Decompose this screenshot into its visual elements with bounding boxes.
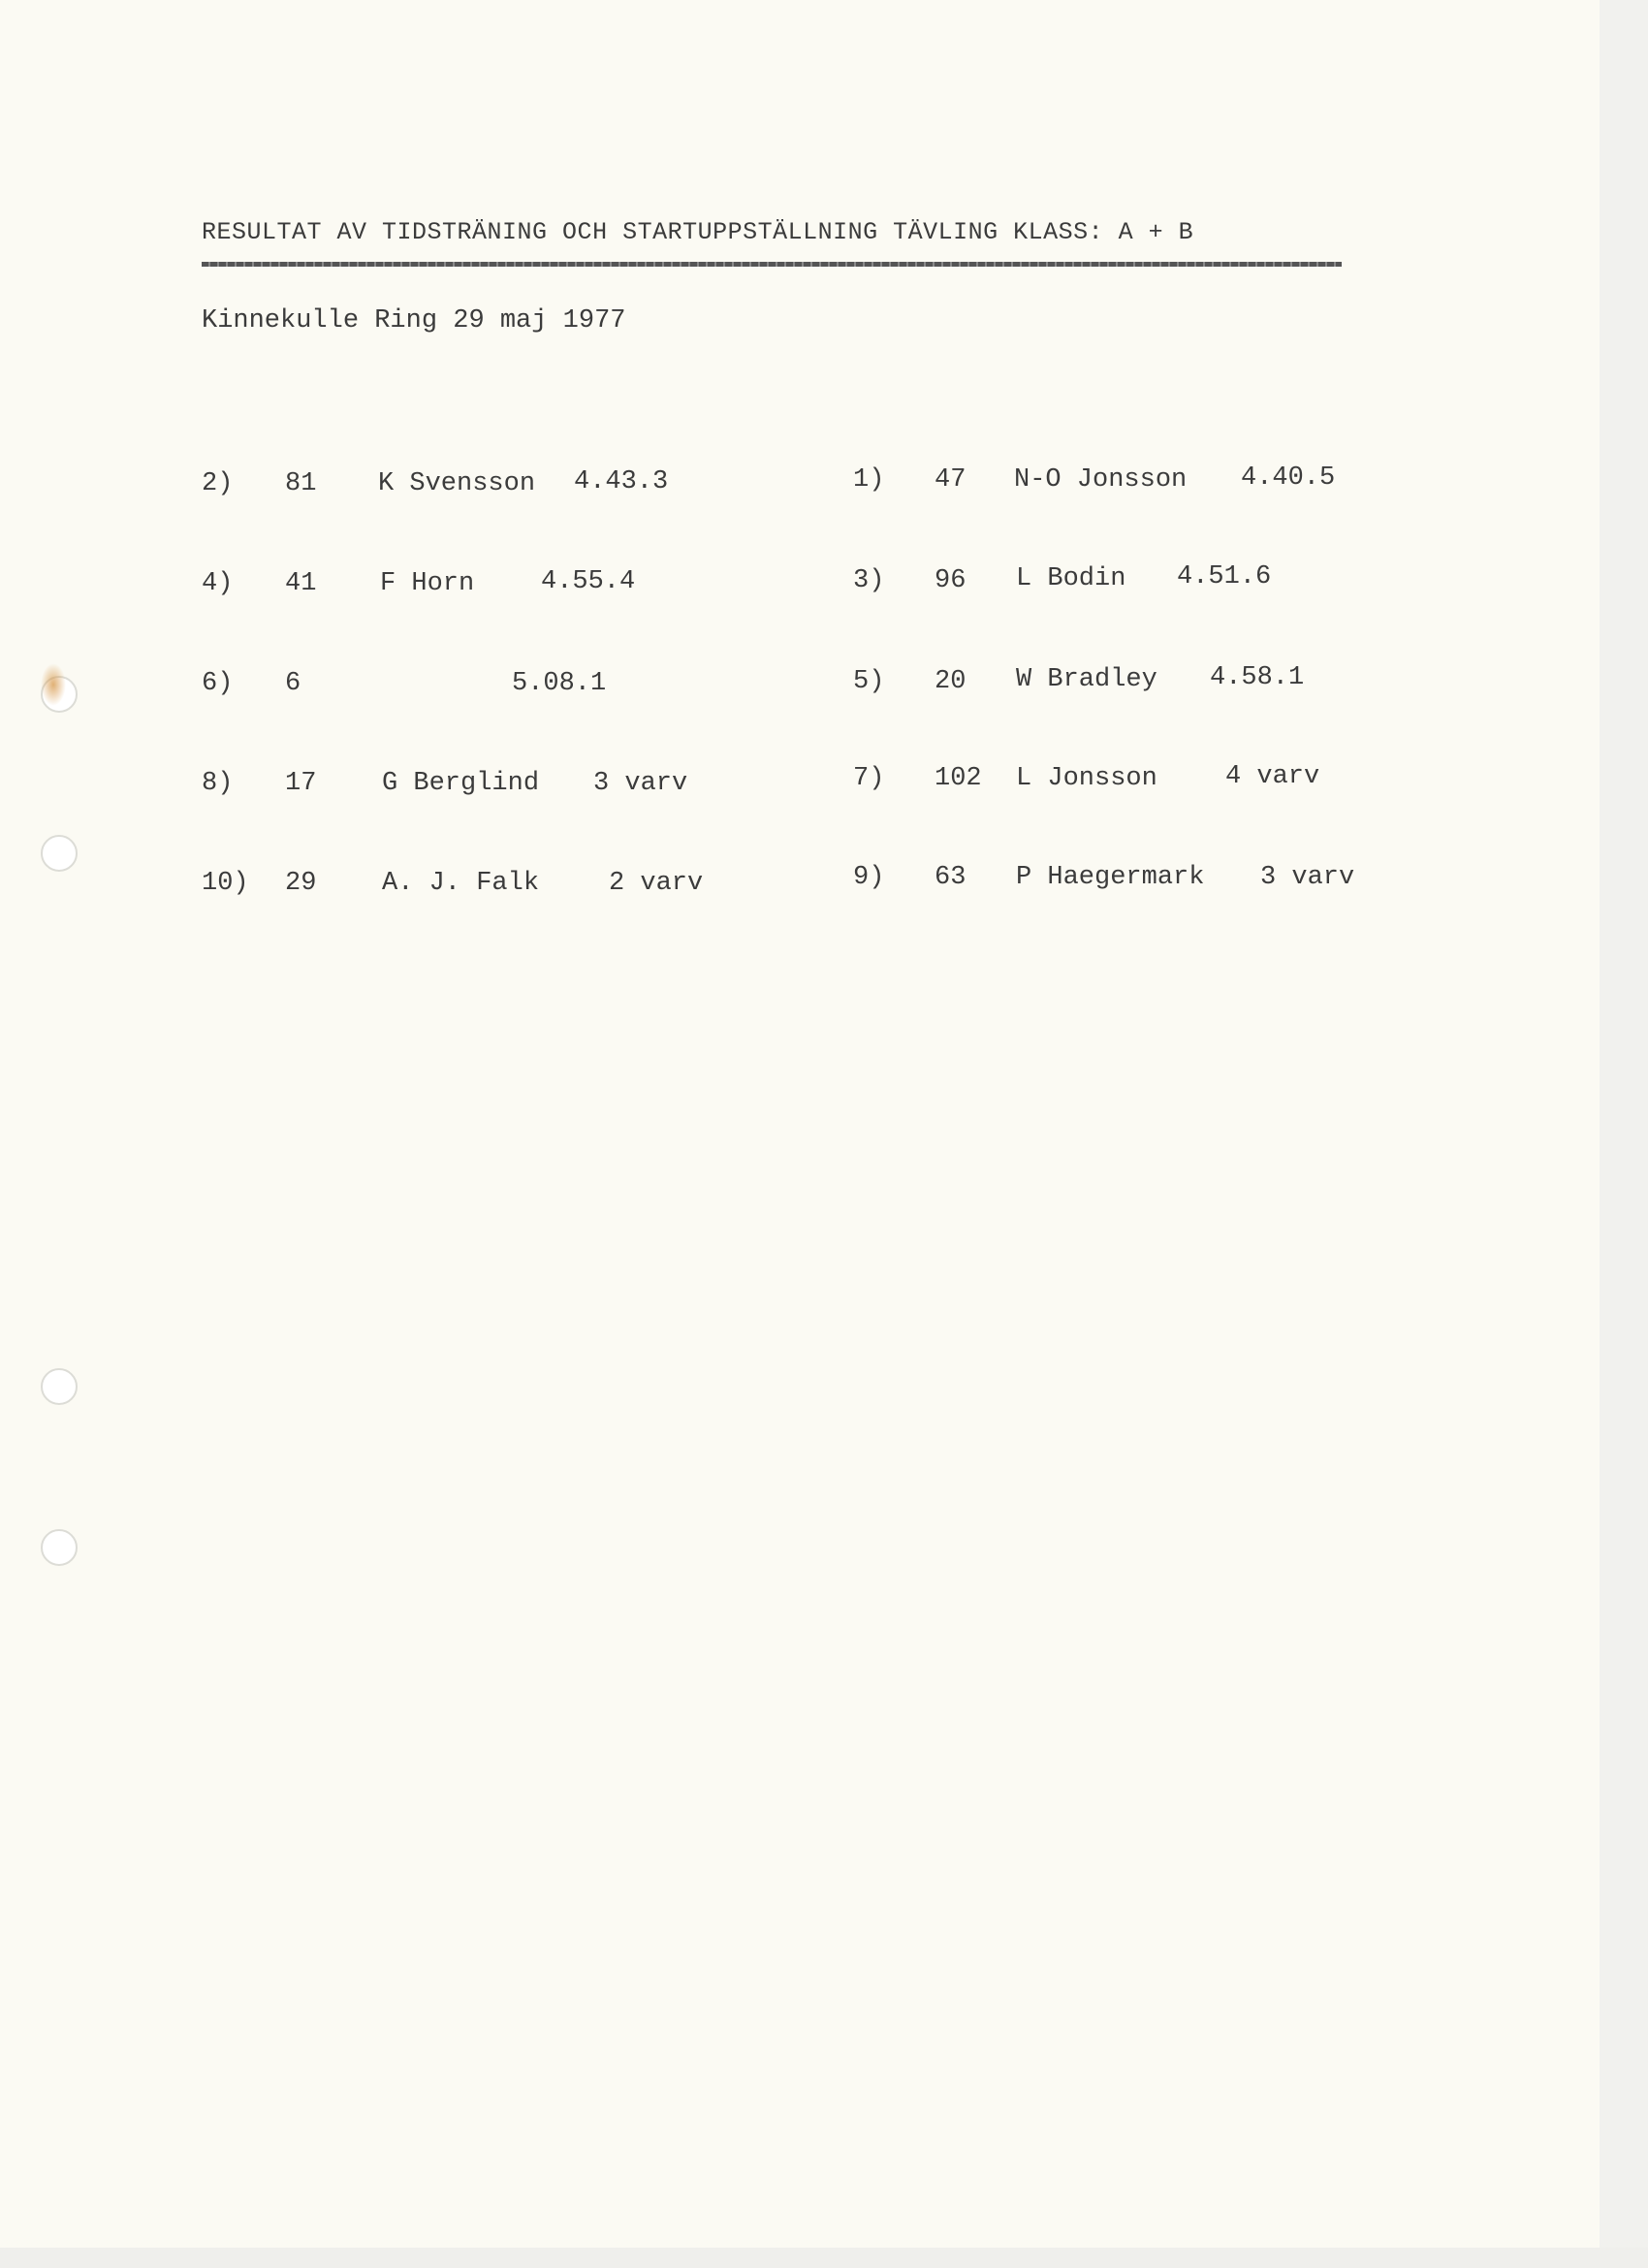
row-car-number: 17 <box>285 769 317 798</box>
row-position: 2) <box>202 469 234 498</box>
row-driver: L Jonsson <box>1016 764 1157 793</box>
row-result: 3 varv <box>593 769 688 798</box>
row-car-number: 81 <box>285 469 317 498</box>
page-edge <box>1600 0 1648 2268</box>
row-result: 2 varv <box>609 869 704 898</box>
row-driver: A. J. Falk <box>382 869 540 898</box>
row-driver: L Bodin <box>1016 564 1126 593</box>
punch-hole <box>41 835 78 872</box>
row-driver: W Bradley <box>1016 665 1157 694</box>
row-driver: N-O Jonsson <box>1014 465 1188 495</box>
row-driver: K Svensson <box>378 469 536 498</box>
row-result: 4.51.6 <box>1177 562 1272 591</box>
row-car-number: 29 <box>285 869 317 898</box>
row-result: 5.08.1 <box>512 669 607 698</box>
row-driver: G Berglind <box>382 769 540 798</box>
row-car-number: 47 <box>935 465 967 495</box>
row-position: 5) <box>853 667 885 696</box>
punch-hole <box>41 1368 78 1405</box>
row-result: 4.58.1 <box>1210 663 1305 692</box>
row-driver: P Haegermark <box>1016 863 1205 892</box>
row-position: 10) <box>202 869 249 898</box>
punch-hole <box>41 1529 78 1566</box>
row-car-number: 96 <box>935 566 967 595</box>
row-position: 7) <box>853 764 885 793</box>
document-title: RESULTAT AV TIDSTRÄNING OCH STARTUPPSTÄLLNING TÄVLING KLASS: A + B <box>202 218 1194 246</box>
row-result: 4.43.3 <box>574 467 669 496</box>
row-result: 3 varv <box>1260 863 1355 892</box>
row-position: 4) <box>202 569 234 598</box>
row-position: 1) <box>853 465 885 495</box>
rust-stain <box>41 663 66 706</box>
row-position: 6) <box>202 669 234 698</box>
row-car-number: 41 <box>285 569 317 598</box>
row-car-number: 102 <box>935 764 982 793</box>
row-position: 9) <box>853 863 885 892</box>
row-car-number: 6 <box>285 669 301 698</box>
row-car-number: 20 <box>935 667 967 696</box>
row-result: 4 varv <box>1225 762 1320 791</box>
row-position: 8) <box>202 769 234 798</box>
row-position: 3) <box>853 566 885 595</box>
title-underline <box>202 262 1342 267</box>
venue-date: Kinnekulle Ring 29 maj 1977 <box>202 306 626 335</box>
row-result: 4.40.5 <box>1241 463 1336 493</box>
row-result: 4.55.4 <box>541 567 636 596</box>
row-car-number: 63 <box>935 863 967 892</box>
page-bottom-edge <box>0 2248 1648 2268</box>
row-driver: F Horn <box>380 569 475 598</box>
